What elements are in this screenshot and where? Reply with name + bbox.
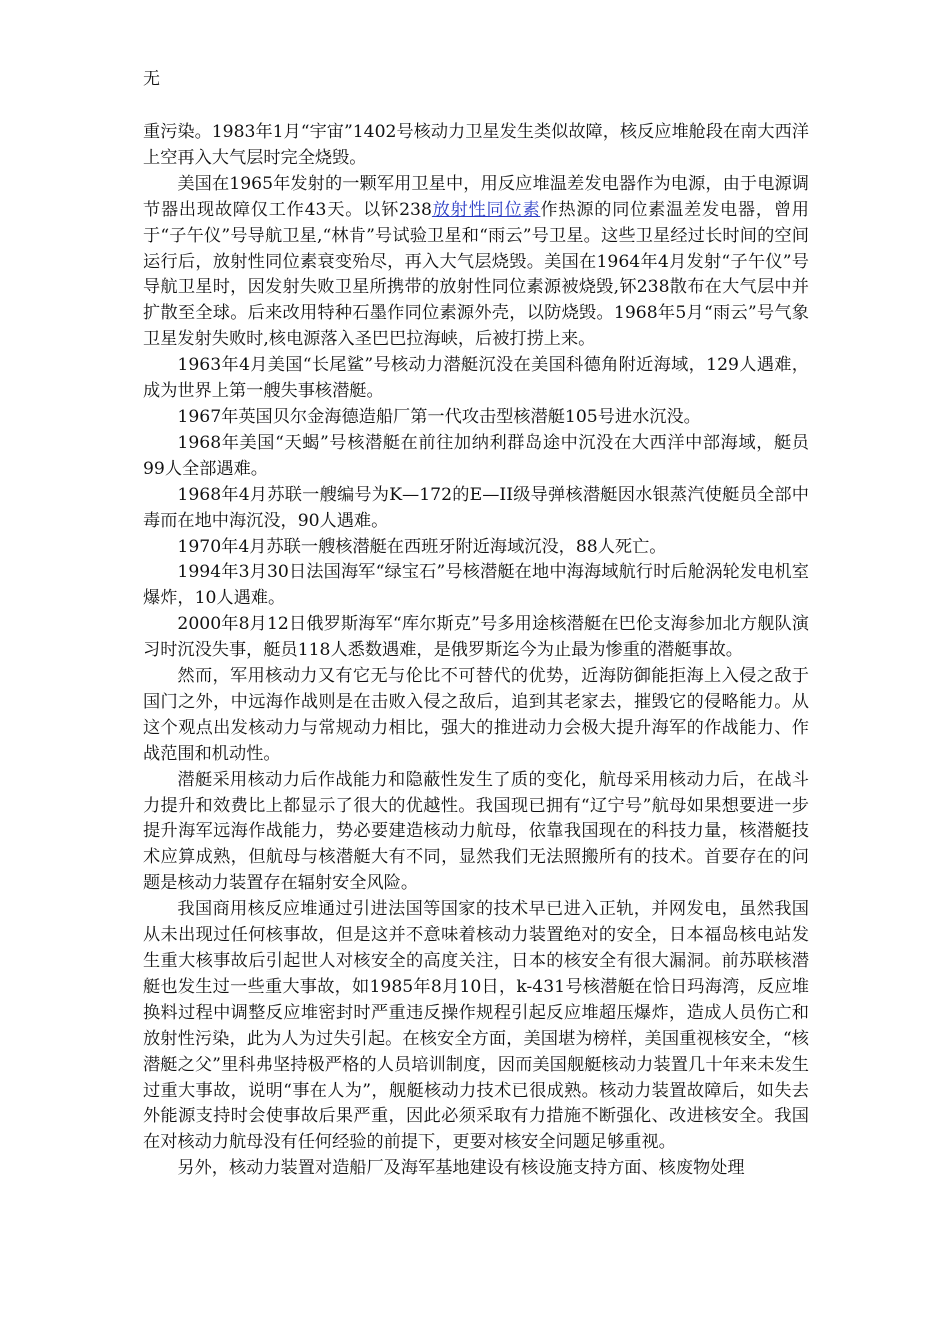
- paragraph-13: 另外，核动力装置对造船厂及海军基地建设有核设施支持方面、核废物处理: [177, 1158, 745, 1179]
- paragraph-12: 我国商用核反应堆通过引进法国等国家的技术早已进入正轨，并网发电，虽然我国从未出现过任何核事故，但是这并不意味着核动力装置绝对的安全，日本福岛核电站发生重大核事故后引起世人对核安全的高度关注，日本的核安全有很大漏洞。前苏联核潜艇也发生过一些重大事故，如1985年8月10日，k-431号核潜艇在恰日玛海湾，反应堆换料过程中调整反应堆密封时严重违反操作规程引起反应堆超压爆炸，造成人员伤亡和放射性污染，此为人为过失引起。在核安全方面，美国堪为榜样，美国重视核安全，“核潜艇之父”里科弗坚持极严格的人员培训制度，因而美国舰艇核动力装置几十年来未发生过重大事故，说明“事在人为”，舰艇核动力技术已很成熟。核动力装置故障后，如失去外能源支持时会使事故后果严重，因此必须采取有力措施不断强化、改进核安全。我国在对核动力航母没有任何经验的前提下，更要对核安全问题足够重视。: [143, 899, 809, 1153]
- paragraph-1: 重污染。1983年1月“宇宙”1402号核动力卫星发生类似故障，核反应堆舱段在南大西洋上空再入大气层时完全烧毁。: [143, 122, 809, 168]
- paragraph-8: 1994年3月30日法国海军“绿宝石”号核潜艇在地中海海域航行时后舱涡轮发电机室爆炸，10人遇难。: [143, 562, 809, 609]
- paragraph-5: 1968年美国“天蝎”号核潜艇在前往加纳利群岛途中沉没在大西洋中部海域，艇员99人全部遇难。: [143, 432, 809, 479]
- paragraph-2-text-b: 作热源的同位素温差发电器，曾用于“子午仪”号导航卫星,“林肯”号试验卫星和“雨云”号卫星。这些卫星经过长时间的空间运行后，放射性同位素衰变殆尽，再入大气层烧毁。美国在1964年4月发射“子午仪”号导航卫星时，因发射失败卫星所携带的放射性同位素源被烧毁,钚238散布在大气层中并扩散至全球。后来改用特种石墨作同位素源外壳，以防烧毁。1968年5月“雨云”号气象卫星发射失败时,核电源落入圣巴巴拉海峡，后被打捞上来。: [143, 199, 809, 350]
- paragraph-2: [143, 172, 809, 353]
- document-body: [143, 120, 809, 1182]
- paragraph-2-text-a: 美国在1965年发射的一颗军用卫星中，用反应堆温差发电器作为电源，由于电源调节器出现故障仅工作43天。以钚238: [143, 173, 809, 220]
- paragraph-4: 1967年英国贝尔金海德造船厂第一代攻击型核潜艇105号进水沉没。: [177, 406, 701, 427]
- paragraph-11: 潜艇采用核动力后作战能力和隐蔽性发生了质的变化，航母采用核动力后，在战斗力提升和效费比上都显示了很大的优越性。我国现已拥有“辽宁号”航母如果想要进一步提升海军远海作战能力，势必要建造核动力航母，依靠我国现在的科技力量，核潜艇技术应算成熟，但航母与核潜艇大有不同，显然我们无法照搬所有的技术。首要存在的问题是核动力装置存在辐射安全风险。: [143, 769, 809, 894]
- header-mark: 无: [143, 69, 160, 89]
- radioisotope-link[interactable]: 放射性同位素: [431, 199, 541, 220]
- paragraph-6: 1968年4月苏联一艘编号为K—172的E—II级导弹核潜艇因水银蒸汽使艇员全部中毒而在地中海沉没，90人遇难。: [143, 484, 809, 531]
- paragraph-10: 然而，军用核动力又有它无与伦比不可替代的优势，近海防御能拒海上入侵之敌于国门之外，中远海作战则是在击败入侵之敌后，追到其老家去，摧毁它的侵略能力。从这个观点出发核动力与常规动力相比，强大的推进动力会极大提升海军的作战能力、作战范围和机动性。: [143, 666, 809, 764]
- paragraph-3: 1963年4月美国“长尾鲨”号核动力潜艇沉没在美国科德角附近海域，129人遇难，成为世界上第一艘失事核潜艇。: [143, 355, 809, 402]
- paragraph-7: 1970年4月苏联一艘核潜艇在西班牙附近海域沉没，88人死亡。: [177, 536, 667, 557]
- paragraph-9: 2000年8月12日俄罗斯海军“库尔斯克”号多用途核潜艇在巴伦支海参加北方舰队演习时沉没失事，艇员118人悉数遇难，是俄罗斯迄今为止最为惨重的潜艇事故。: [143, 614, 809, 661]
